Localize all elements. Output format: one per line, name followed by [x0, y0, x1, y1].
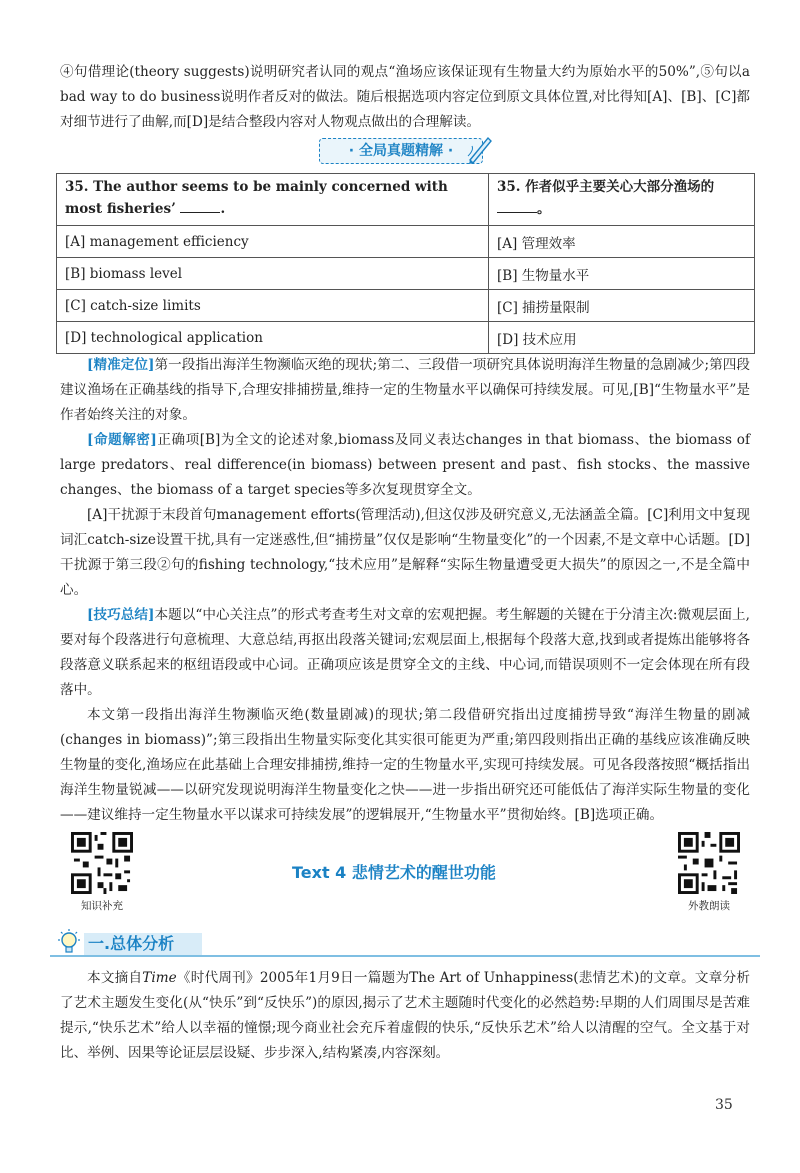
option-b-en: [B] biomass level — [57, 258, 489, 290]
question-table — [56, 173, 755, 354]
section-divider — [50, 955, 760, 957]
page-number: 35 — [715, 1097, 733, 1113]
stem-zh-end: 。 — [537, 201, 551, 217]
skill-text: 本题以“中心关注点”的形式考查考生对文章的宏观把握。考生解题的关键在于分清主次:微观层面上,要对每个段落进行句意梳理、大意总结,再抠出段落关键词;宏观层面上,根据每个段落大意,找到或者提炼出能够将各段落意义联系起来的枢纽语段或中心词。正确项应该是贯穿全文的主线、中心词,而错误项则不一定会体现在所有段落中。 — [60, 607, 750, 698]
distractor-paragraph: [A]干扰源于末段首句management efforts(管理活动),但这仅涉及研究意义,无法涵盖全篇。[C]利用文中复现词汇catch-size设置干扰,具有一定迷惑性,但“捕捞量”仅仅是影响“生物量变化”的一个因素,不是文章中心话题。[D]干扰源于第三段②句的fishing technology,“技术应用”是解释“实际生物量遭受更大损失”的原因之一,不是全篇中心。 — [60, 507, 750, 598]
overview-source: Time — [142, 970, 177, 986]
qr-code-icon[interactable] — [71, 832, 133, 894]
overview-body: 《时代周刊》2005年1月9日一篇题为The Art of Unhappiness(悲情艺术)的文章。文章分析了艺术主题发生变化(从“快乐”到“反快乐”)的原因,揭示了艺术主题随时代变化的必然趋势:早期的人们周围尽是苦难提示,“快乐艺术”给人以幸福的憧憬;现今商业社会充斥着虚假的快乐,“反快乐艺术”给人以清醒的空气。全文基于对比、举例、因果等论证层层设疑、步步深入,结构紧凑,内容深刻。 — [60, 970, 750, 1061]
qr-label-right: 外教朗读 — [688, 900, 730, 912]
stem-en-end: . — [220, 201, 226, 217]
lightbulb-icon — [56, 928, 82, 956]
summary-paragraph: 本文第一段指出海洋生物濒临灭绝(数量剧减)的现状;第二段借研究指出过度捕捞导致“海洋生物量的剧减(changes in biomass)”;第三段指出生物量实际变化其实很可能更为严重;第四段则指出正确的基线应该准确反映生物量的变化,渔场应在此基础上合理安排捕捞,维持一定的生物量水平,实现可持续发展。可见各段落按照“概括指出海洋生物量锐减——以研究发现说明海洋生物量变化之快——进一步指出研究还可能低估了海洋实际生物量的变化——建议维持一定生物量水平以谋求可持续发展”的逻辑展开,“生物量水平”贯彻始终。[B]选项正确。 — [60, 707, 750, 823]
option-row — [57, 226, 755, 258]
option-d-en: [D] technological application — [57, 322, 489, 354]
overview-lead: 本文摘自 — [87, 970, 143, 986]
option-a-zh: [A] 管理效率 — [489, 226, 755, 258]
option-c-zh: [C] 捕捞量限制 — [489, 290, 755, 322]
locate-text: 第一段指出海洋生物濒临灭绝的现状;第二、三段借一项研究具体说明海洋生物量的急剧减少;第四段建议渔场在正确基线的指导下,合理安排捕捞量,维持一定的生物量水平以确保可持续发展。可见,[B]“生物量水平”是作者始终关注的对象。 — [60, 357, 750, 423]
option-row — [57, 258, 755, 290]
locate-paragraph — [60, 353, 750, 428]
overview-paragraph — [60, 966, 750, 1066]
option-a-en: [A] management efficiency — [57, 226, 489, 258]
decode-paragraph — [60, 428, 750, 503]
qr-code-icon[interactable] — [678, 832, 740, 894]
stem-zh-text: 35. 作者似乎主要关心大部分渔场的 — [497, 179, 715, 195]
option-d-zh: [D] 技术应用 — [489, 322, 755, 354]
question-stem-row — [57, 174, 755, 226]
option-b-zh: [B] 生物量水平 — [489, 258, 755, 290]
pen-icon — [466, 132, 494, 164]
skill-tag: [技巧总结] — [87, 607, 155, 623]
qr-label-left: 知识补充 — [81, 900, 123, 912]
decode-text: 正确项[B]为全文的论述对象,biomass及同义表达changes in that biomass、the biomass of large predators、real difference(in biomass) between present and past、fish stocks、the massive changes、the biomass of a target species等多次复现贯穿全文。 — [60, 432, 750, 498]
decode-tag: [命题解密] — [87, 432, 157, 448]
skill-paragraph — [60, 603, 750, 703]
option-row — [57, 322, 755, 354]
text4-title: Text 4 悲情艺术的醒世功能 — [292, 863, 496, 882]
option-c-en: [C] catch-size limits — [57, 290, 489, 322]
question-stem-en — [57, 174, 489, 226]
answer-blank — [180, 198, 220, 213]
option-row — [57, 290, 755, 322]
stem-en-text: 35. The author seems to be mainly concerned with most fisheries’ — [65, 179, 448, 217]
locate-tag: [精准定位] — [87, 357, 155, 373]
answer-blank — [497, 198, 537, 213]
question-stem-zh — [489, 174, 755, 226]
section-title: 一.总体分析 — [88, 934, 175, 953]
section-banner: · 全局真题精解 · — [319, 138, 483, 164]
intro-paragraph: ④句借理论(theory suggests)说明研究者认同的观点“渔场应该保证现有生物量大约为原始水平的50%”,⑤句以a bad way to do business说明作者反对的做法。随后根据选项内容定位到原文具体位置,对比得知[A]、[B]、[C]都对细节进行了曲解,而[D]是结合整段内容对人物观点做出的合理解读。 — [60, 64, 750, 130]
